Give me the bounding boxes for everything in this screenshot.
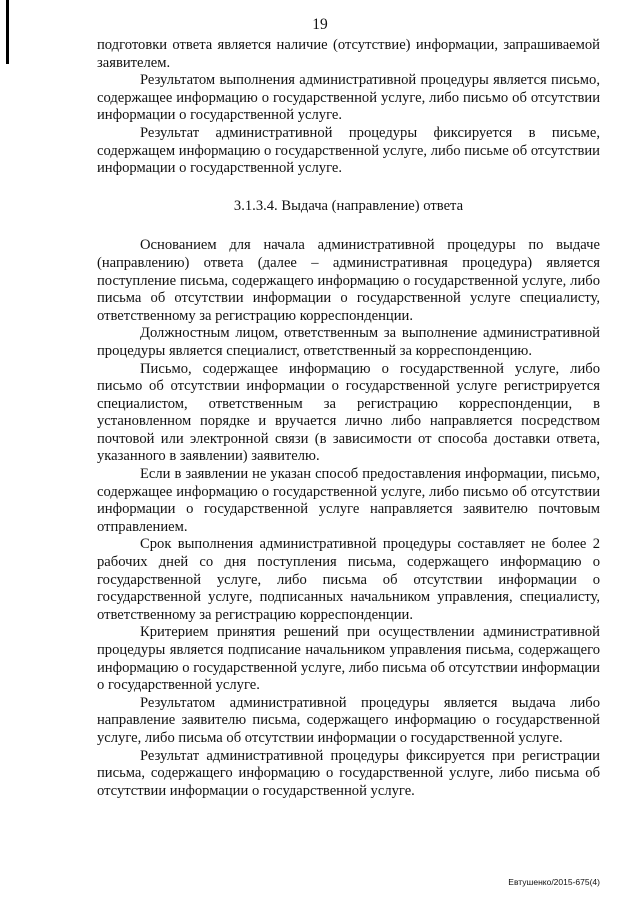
paragraph: Срок выполнения административной процедуры составляет не более 2 рабочих дней со дня поступления письма, содержащего информацию о государственной услуге, либо письма об отсутствии информации о государственной услуге, подписанных начальником управления, специалисту, ответственному за регистрацию корреспонденции. bbox=[97, 536, 600, 623]
document-body bbox=[97, 37, 600, 800]
page-number: 19 bbox=[312, 16, 328, 33]
paragraph: Должностным лицом, ответственным за выполнение административной процедуры является специалист, ответственный за корреспонденцию. bbox=[97, 325, 600, 359]
paragraph: Результатом административной процедуры является выдача либо направление заявителю письма, содержащего информацию о государственной услуге, либо письма об отсутствии информации о государственной услуге. bbox=[97, 694, 600, 746]
paragraph: подготовки ответа является наличие (отсутствие) информации, запрашиваемой заявителем. bbox=[97, 37, 600, 71]
paragraph: Критерием принятия решений при осуществлении административной процедуры является подписание начальником управления письма, содержащего информацию о государственной услуге, либо письма об отсутствии информации о государственной услуге. bbox=[97, 624, 600, 694]
paragraph: Результат административной процедуры фиксируется в письме, содержащем информацию о государственной услуге, либо письме об отсутствии информации о государственной услуге. bbox=[97, 124, 600, 177]
section-heading: 3.1.3.4. Выдача (направление) ответа bbox=[233, 197, 464, 214]
paragraph: Если в заявлении не указан способ предоставления информации, письмо, содержащее информацию о государственной услуге, либо письмо об отсутствии информации о государственной услуге направляется заявителю почтовым отправлением. bbox=[97, 466, 600, 535]
footer-reference: Евтушенко/2015-675(4) bbox=[508, 877, 600, 887]
paragraph: Письмо, содержащее информацию о государственной услуге, либо письмо об отсутствии информации о государственной услуге регистрируется специалистом, ответственным за регистрацию корреспонденции, в установленном порядке и вручается лично либо направляется посредством почтовой или электронной связи (в зависимости от способа доставки ответа, указанного в заявлении) заявителю. bbox=[97, 360, 600, 465]
paragraph: Основанием для начала административной процедуры по выдаче (направлению) ответа (далее – административная процедура) является поступление письма, содержащего информацию о государственной услуге, либо письма об отсутствии информации о государственной услуге специалисту, ответственному за регистрацию корреспонденции. bbox=[97, 237, 600, 324]
paragraph: Результатом выполнения административной процедуры является письмо, содержащее информацию о государственной услуге, либо письмо об отсутствии информации о государственной услуге. bbox=[97, 72, 600, 124]
paragraph: Результат административной процедуры фиксируется при регистрации письма, содержащего информацию о государственной услуге, либо письма об отсутствии информации о государственной услуге. bbox=[97, 747, 600, 799]
